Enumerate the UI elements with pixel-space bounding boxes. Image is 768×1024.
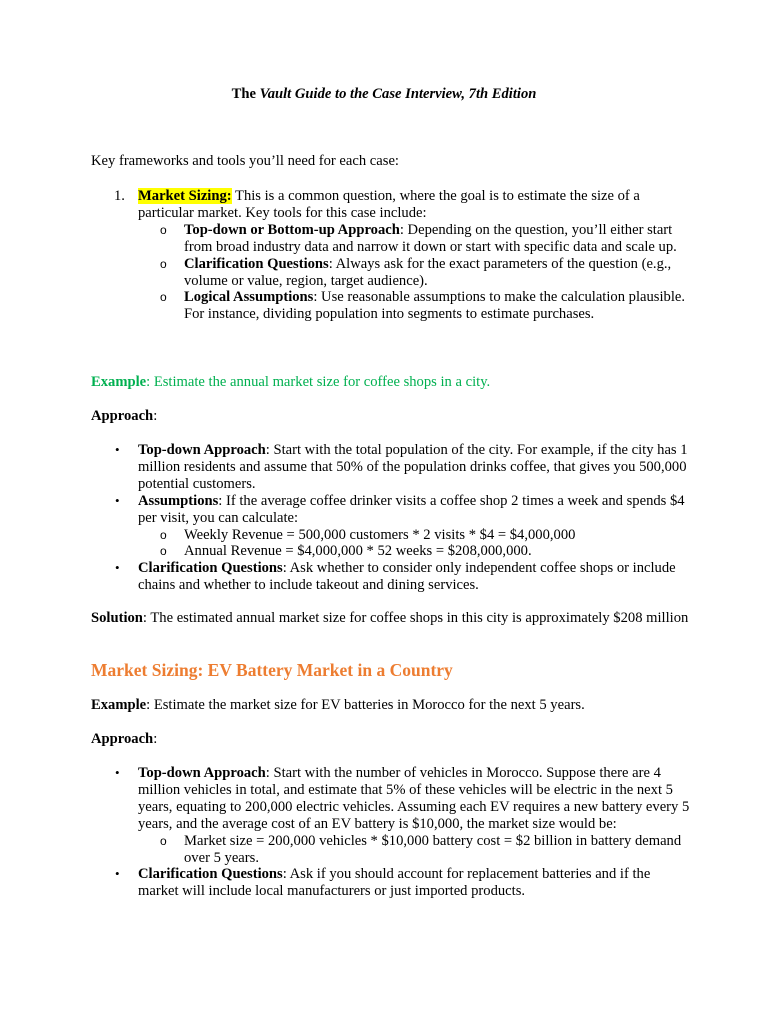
list-item: • Top-down Approach: Start with the number of vehicles in Morocco. Suppose there are 4 million vehicles in total, and estimate that 5% of these vehicles will be electric in the next 5 years, equating to 200,000 electric vehicles. Assuming each EV requires a new battery every 5 years, and the average cost of an EV battery is $10,000, the market size would be:: [115, 765, 690, 832]
bullet-icon: •: [115, 442, 120, 457]
bullet-icon: •: [115, 765, 120, 780]
example-ev: Example: Estimate the market size for EV batteries in Morocco for the next 5 years.: [91, 697, 585, 713]
item-text: This is a common question, where the goal is to estimate the size of a particular market. Key tools for this case include:: [138, 188, 640, 221]
list-item: • Assumptions: If the average coffee drinker visits a coffee shop 2 times a week and spends $4 per visit, you can calculate:: [115, 492, 685, 526]
title-prefix: The: [231, 86, 260, 102]
sub-bullet-icon: o: [160, 544, 167, 559]
sub-bullet-icon: o: [160, 222, 167, 237]
sub-bullet-icon: o: [160, 290, 167, 305]
document-title: [0, 86, 768, 103]
item-number: 1.: [114, 188, 125, 204]
sub-bullet-icon: o: [160, 527, 167, 542]
sub-item: o Logical Assumptions: Use reasonable assumptions to make the calculation plausible. For instance, dividing population into segments to estimate purchases.: [160, 289, 685, 323]
approach-heading-1: Approach:: [91, 408, 158, 424]
title-italic: Vault Guide to the Case Interview, 7th Edition: [259, 86, 537, 102]
list-item: • Clarification Questions: Ask whether to consider only independent coffee shops or include chains and whether to include takeout and dining services.: [115, 560, 676, 594]
sub-item: o Top-down or Bottom-up Approach: Depending on the question, you’ll either start from broad industry data and narrow it down or start with specific data and scale up.: [160, 221, 677, 255]
approach-heading-2: Approach:: [91, 731, 158, 747]
section-heading-ev: Market Sizing: EV Battery Market in a Country: [91, 660, 453, 680]
bullet-list-ev: [91, 765, 691, 900]
calc-line: o Weekly Revenue = 500,000 customers * 2 visits * $4 = $4,000,000: [160, 526, 576, 543]
numbered-item-market-sizing: [91, 188, 691, 323]
sub-bullet-icon: o: [160, 833, 167, 848]
intro-text: Key frameworks and tools you’ll need for each case:: [91, 153, 399, 169]
bullet-icon: •: [115, 560, 120, 576]
calc-line: o Annual Revenue = $4,000,000 * 52 weeks = $208,000,000.: [160, 543, 532, 560]
list-item: • Top-down Approach: Start with the total population of the city. For example, if the city has 1 million residents and assume that 50% of the population drinks coffee, that gives you 500,000 potential customers.: [115, 442, 688, 492]
sub-item: o Clarification Questions: Always ask for the exact parameters of the question (e.g., volume or value, region, target audience).: [160, 255, 672, 289]
calc-line: o Market size = 200,000 vehicles * $10,000 battery cost = $2 billion in battery demand over 5 years.: [160, 832, 682, 866]
sub-bullet-icon: o: [160, 256, 167, 271]
bullet-list-coffee: [91, 442, 691, 594]
bullet-icon: •: [115, 866, 120, 882]
solution-paragraph: Solution: The estimated annual market size for coffee shops in this city is approximately $208 million: [91, 610, 689, 626]
example-coffee: Example: Estimate the annual market size for coffee shops in a city.: [91, 374, 491, 390]
item-label: Market Sizing:: [138, 188, 232, 204]
bullet-icon: •: [115, 492, 120, 508]
list-item: • Clarification Questions: Ask if you should account for replacement batteries and if the market will include local manufacturers or just imported products.: [115, 866, 651, 900]
